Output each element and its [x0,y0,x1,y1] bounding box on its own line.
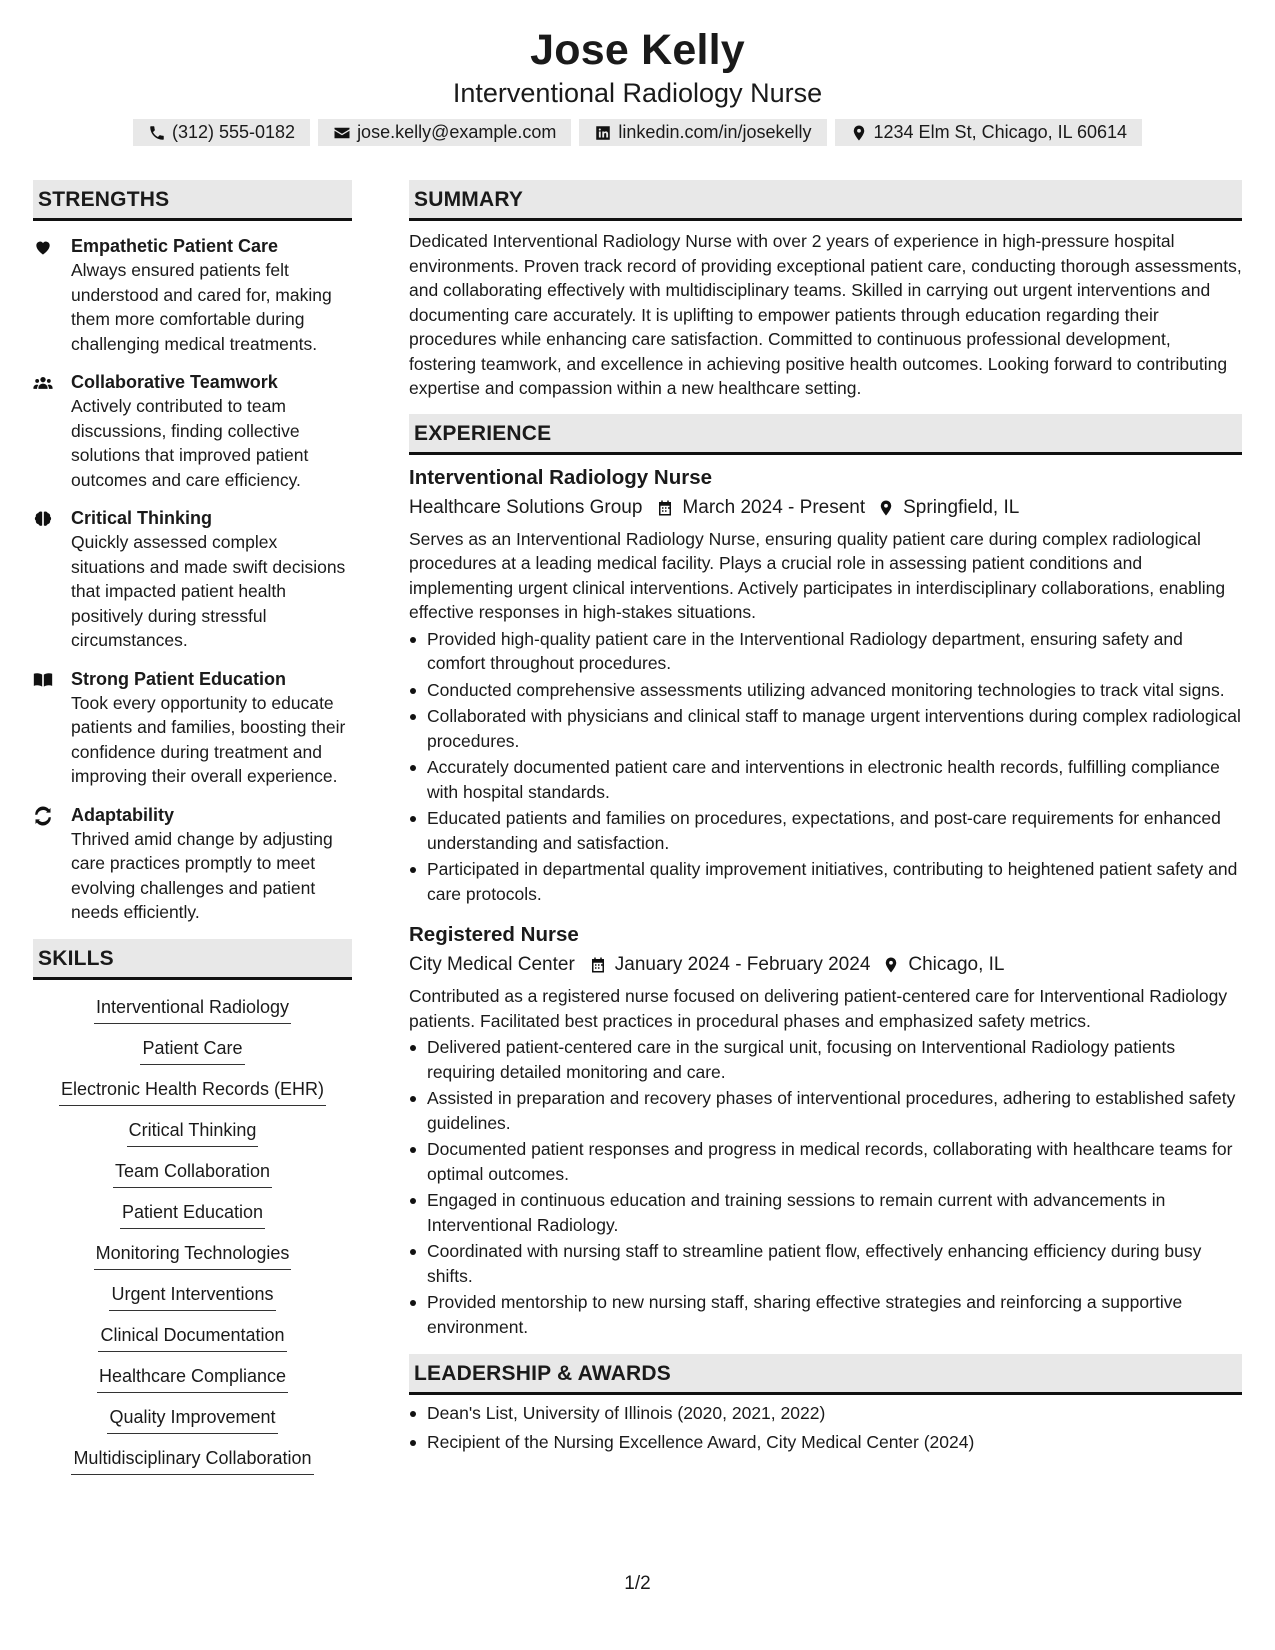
job-entry [409,463,1242,907]
calendar-icon [656,499,674,517]
job-bullet: Educated patients and families on procedures, expectations, and post-care requirements for enhanced understanding and satisfaction. [409,806,1242,855]
contact-phone[interactable] [133,119,310,146]
brain-icon [33,509,53,529]
job-bullet: Engaged in continuous education and training sessions to remain current with advancements in Interventional Radiology. [409,1188,1242,1237]
award-item: Dean's List, University of Illinois (2020, 2021, 2022) [409,1401,1242,1426]
skill-item: Urgent Interventions [109,1281,275,1311]
map-pin-icon [850,124,868,142]
skill-item: Team Collaboration [113,1158,272,1188]
strength-description: Took every opportunity to educate patients and families, boosting their confidence during treatment and improving their overall experience. [71,692,346,786]
job-location: Springfield, IL [903,496,1020,518]
job-bullet: Documented patient responses and progress in medical records, collaborating with healthcare teams for optimal outcomes. [409,1137,1242,1186]
awards-list [409,1401,1242,1454]
skills-heading: SKILLS [33,939,352,980]
map-pin-icon [882,956,900,974]
left-column [33,180,352,1486]
skill-item: Electronic Health Records (EHR) [59,1076,326,1106]
strength-item [33,234,352,356]
calendar-icon [589,956,607,974]
strengths-heading: STRENGTHS [33,180,352,221]
job-bullets [409,627,1242,907]
job-company: City Medical Center [409,954,575,975]
strength-description: Quickly assessed complex situations and made swift decisions that impacted patient health positively during stressful circumstances. [71,532,346,650]
job-description: Contributed as a registered nurse focused on delivering patient-centered care for Interventional Radiology patients. Facilitated best practices in procedural phases and emphasized safety metrics. [409,986,1228,1031]
linkedin-icon [594,124,612,142]
job-bullet: Coordinated with nursing staff to streamline patient flow, effectively enhancing efficiency during busy shifts. [409,1239,1242,1288]
job-bullet: Assisted in preparation and recovery phases of interventional procedures, adhering to established safety guidelines. [409,1086,1242,1135]
contact-linkedin-text: linkedin.com/in/josekelly [618,122,812,142]
skill-item: Clinical Documentation [98,1322,286,1352]
experience-heading: EXPERIENCE [409,414,1242,455]
skill-item: Quality Improvement [107,1404,277,1434]
job-company: Healthcare Solutions Group [409,496,643,518]
strengths-list [33,234,352,925]
contact-email[interactable] [318,119,571,146]
map-pin-icon [877,499,895,517]
skills-list [33,994,352,1475]
job-description: Serves as an Interventional Radiology Nurse, ensuring quality patient care during complex radiological procedures at a leading medical facility. Plays a crucial role in assessing patient conditions and implementing urgent clinical interventions. Actively participates in interdisciplinary collaborations, enabling effective responses in high-stakes situations. [409,528,1226,622]
resume-header [0,0,1275,146]
strength-title: Critical Thinking [71,508,213,528]
job-entry [409,920,1242,1339]
job-dates: January 2024 - February 2024 [614,954,871,975]
strength-description: Always ensured patients felt understood and cared for, making them more comfortable during challenging medical treatments. [71,260,332,354]
page-indicator: 1/2 [624,1573,651,1594]
job-bullet: Provided mentorship to new nursing staff, sharing effective strategies and reinforcing a supportive environment. [409,1290,1242,1339]
job-bullets [409,1035,1242,1339]
users-icon [33,373,53,393]
skill-item: Monitoring Technologies [94,1240,292,1270]
strength-item [33,803,352,925]
skill-item: Healthcare Compliance [97,1363,288,1393]
strength-title: Strong Patient Education [71,668,287,689]
job-bullet: Participated in departmental quality improvement initiatives, contributing to heightened patient safety and care protocols. [409,857,1242,906]
job-bullet: Provided high-quality patient care in the Interventional Radiology department, ensuring safety and comfort throughout procedures. [409,627,1242,676]
skill-item: Patient Care [140,1035,244,1065]
strength-item [33,667,352,789]
contact-bar [0,119,1275,146]
contact-address-text: 1234 Elm St, Chicago, IL 60614 [873,122,1128,142]
strength-title: Collaborative Teamwork [71,372,278,392]
candidate-name: Jose Kelly [530,26,745,74]
summary-text: Dedicated Interventional Radiology Nurse with over 2 years of experience in high-pressure hospital environments. Proven track record of providing exceptional patient care, conducting thorough assessments, and collaborating effectively with multidisciplinary teams. Skilled in carrying out urgent interventions and documenting care accurately. It is uplifting to empower patients through education regarding their procedures while enhancing care satisfaction. Committed to continuous professional development, fostering teamwork, and excellence in achieving positive health outcomes. Looking forward to contributing expertise and compassion within a new healthcare setting. [409,231,1242,398]
book-icon [33,670,53,690]
job-bullet: Delivered patient-centered care in the surgical unit, focusing on Interventional Radiology patients requiring detailed monitoring and care. [409,1035,1242,1084]
contact-linkedin[interactable] [579,119,826,146]
job-location: Chicago, IL [908,954,1005,975]
job-title: Registered Nurse [409,923,579,946]
job-meta [409,493,1242,523]
awards-heading: LEADERSHIP & AWARDS [409,1354,1242,1395]
candidate-title: Interventional Radiology Nurse [452,78,823,108]
phone-icon [148,124,166,142]
contact-phone-text: (312) 555-0182 [171,122,296,142]
skill-item: Patient Education [120,1199,265,1229]
job-bullet: Conducted comprehensive assessments utilizing advanced monitoring technologies to track vital signs. [409,678,1242,703]
skill-item: Multidisciplinary Collaboration [71,1445,313,1475]
contact-address[interactable] [835,119,1143,146]
summary-heading: SUMMARY [409,180,1242,221]
contact-email-text: jose.kelly@example.com [357,122,557,142]
job-bullet: Accurately documented patient care and interventions in electronic health records, fulfilling compliance with hospital standards. [409,755,1242,804]
skill-item: Interventional Radiology [94,994,291,1024]
strength-title: Empathetic Patient Care [71,236,279,256]
skill-item: Critical Thinking [127,1117,259,1147]
strength-description: Actively contributed to team discussions, finding collective solutions that improved patient outcomes and care efficiency. [71,396,309,490]
strength-description: Thrived amid change by adjusting care practices promptly to meet evolving challenges and patient needs efficiently. [71,828,333,922]
right-column [409,180,1242,1458]
strength-title: Adaptability [71,804,175,825]
strength-item [33,370,352,492]
sync-icon [33,806,53,826]
job-dates: March 2024 - Present [682,496,866,518]
job-meta [409,950,1242,980]
envelope-icon [333,124,351,142]
award-item: Recipient of the Nursing Excellence Award, City Medical Center (2024) [409,1430,1242,1455]
heart-icon [33,237,53,257]
job-bullet: Collaborated with physicians and clinical staff to manage urgent interventions during complex radiological procedures. [409,704,1242,753]
job-title: Interventional Radiology Nurse [409,465,712,489]
strength-item [33,506,352,653]
